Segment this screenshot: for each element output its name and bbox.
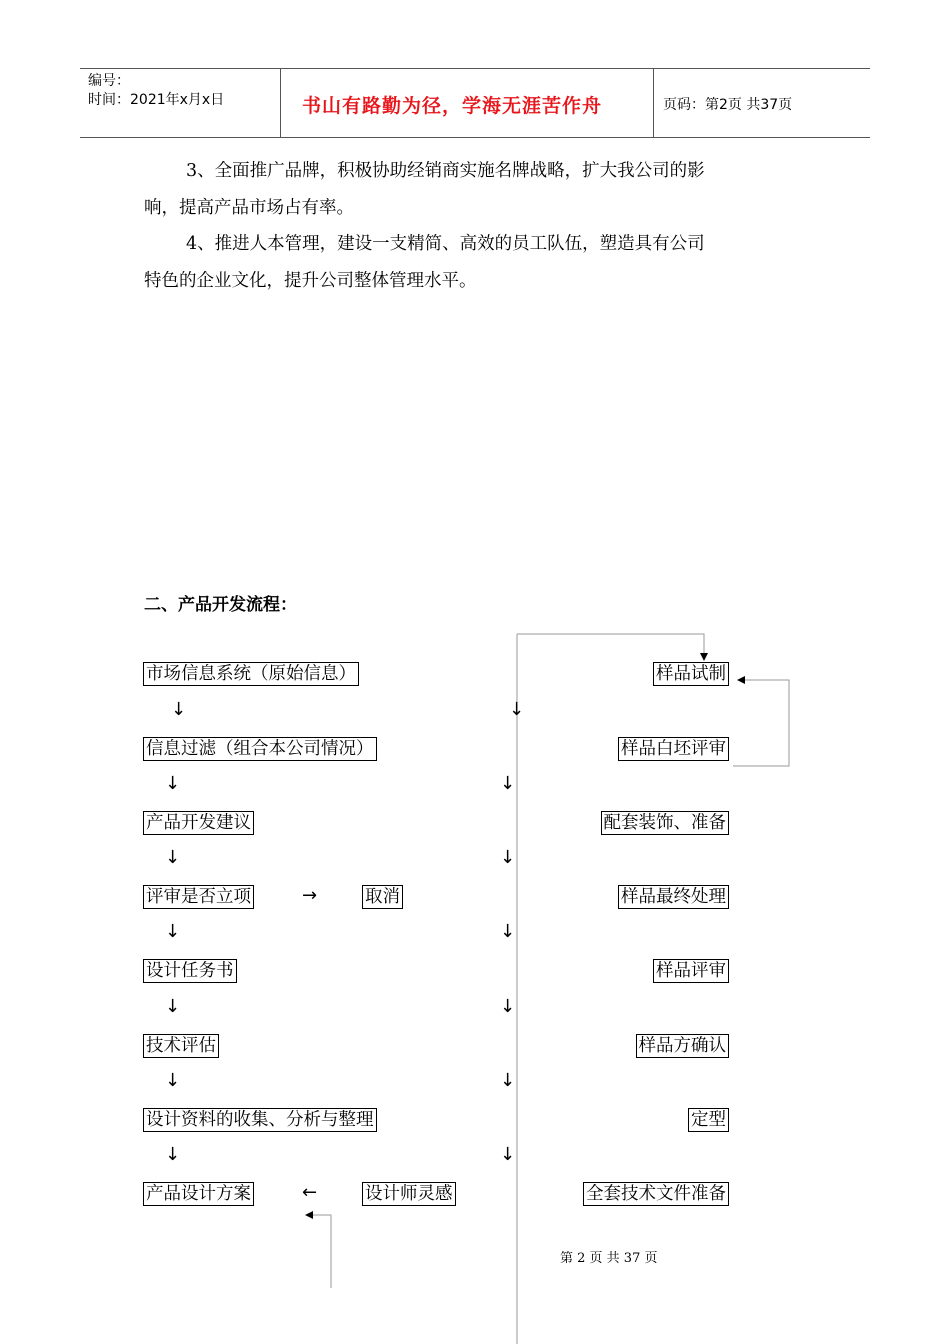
flow-step-cancel: 取消 — [362, 885, 403, 909]
right-arrow: → — [302, 885, 318, 906]
flow-step-project-review: 评审是否立项 — [143, 885, 254, 909]
flow-step-white-blank-review: 样品白坯评审 — [618, 737, 729, 761]
flow-step-sample-confirm: 样品方确认 — [636, 1034, 730, 1058]
down-arrow: ↓ — [165, 996, 181, 1017]
flow-step-tech-eval: 技术评估 — [143, 1034, 219, 1058]
down-arrow: ↓ — [165, 921, 181, 942]
down-arrow: ↓ — [500, 1070, 516, 1091]
flow-step-sample-review: 样品评审 — [653, 959, 729, 983]
down-arrow: ↓ — [500, 847, 516, 868]
section-title: 二、产品开发流程： — [144, 595, 297, 615]
header-page-info: 页码：第2页 共37页 — [663, 97, 793, 113]
header-motto: 书山有路勤为径，学海无涯苦作舟 — [302, 95, 603, 117]
document-number-label: 编号： — [88, 73, 130, 89]
connector-to-design-plan — [306, 1215, 331, 1288]
paragraph-4-line-1: 4、推进人本管理，建设一支精简、高效的员工队伍，塑造具有公司 — [186, 234, 705, 254]
flow-step-info-filter: 信息过滤（组合本公司情况） — [143, 737, 377, 761]
flow-step-finalize-model: 定型 — [688, 1108, 729, 1132]
document-time-label: 时间：2021年x月x日 — [88, 92, 225, 108]
flow-step-tech-docs: 全套技术文件准备 — [583, 1182, 729, 1206]
flow-step-design-brief: 设计任务书 — [143, 959, 237, 983]
paragraph-3-line-2: 响，提高产品市场占有率。 — [144, 198, 354, 218]
paragraph-4-line-2: 特色的企业文化，提升公司整体管理水平。 — [144, 271, 477, 291]
flow-step-decoration-prep: 配套装饰、准备 — [601, 811, 730, 835]
flow-step-final-processing: 样品最终处理 — [618, 885, 729, 909]
loop-connector-sample-review — [733, 680, 789, 766]
down-arrow: ↓ — [165, 1070, 181, 1091]
flow-step-market-info: 市场信息系统（原始信息） — [143, 662, 359, 686]
connector-to-sample-trial — [517, 634, 704, 660]
down-arrow: ↓ — [500, 773, 516, 794]
down-arrow: ↓ — [509, 699, 525, 720]
flow-step-designer-inspiration: 设计师灵感 — [362, 1182, 456, 1206]
paragraph-3-line-1: 3、全面推广品牌，积极协助经销商实施名牌战略，扩大我公司的影 — [186, 161, 705, 181]
left-arrow: ← — [302, 1182, 318, 1203]
down-arrow: ↓ — [165, 773, 181, 794]
down-arrow: ↓ — [165, 1144, 181, 1165]
down-arrow: ↓ — [500, 921, 516, 942]
down-arrow: ↓ — [165, 847, 181, 868]
down-arrow: ↓ — [500, 996, 516, 1017]
flow-step-dev-proposal: 产品开发建议 — [143, 811, 254, 835]
down-arrow: ↓ — [171, 699, 187, 720]
flow-step-design-plan: 产品设计方案 — [143, 1182, 254, 1206]
flow-step-sample-trial: 样品试制 — [653, 662, 729, 686]
page-footer: 第 2 页 共 37 页 — [560, 1251, 658, 1266]
down-arrow: ↓ — [500, 1144, 516, 1165]
flow-step-data-collection: 设计资料的收集、分析与整理 — [143, 1108, 377, 1132]
